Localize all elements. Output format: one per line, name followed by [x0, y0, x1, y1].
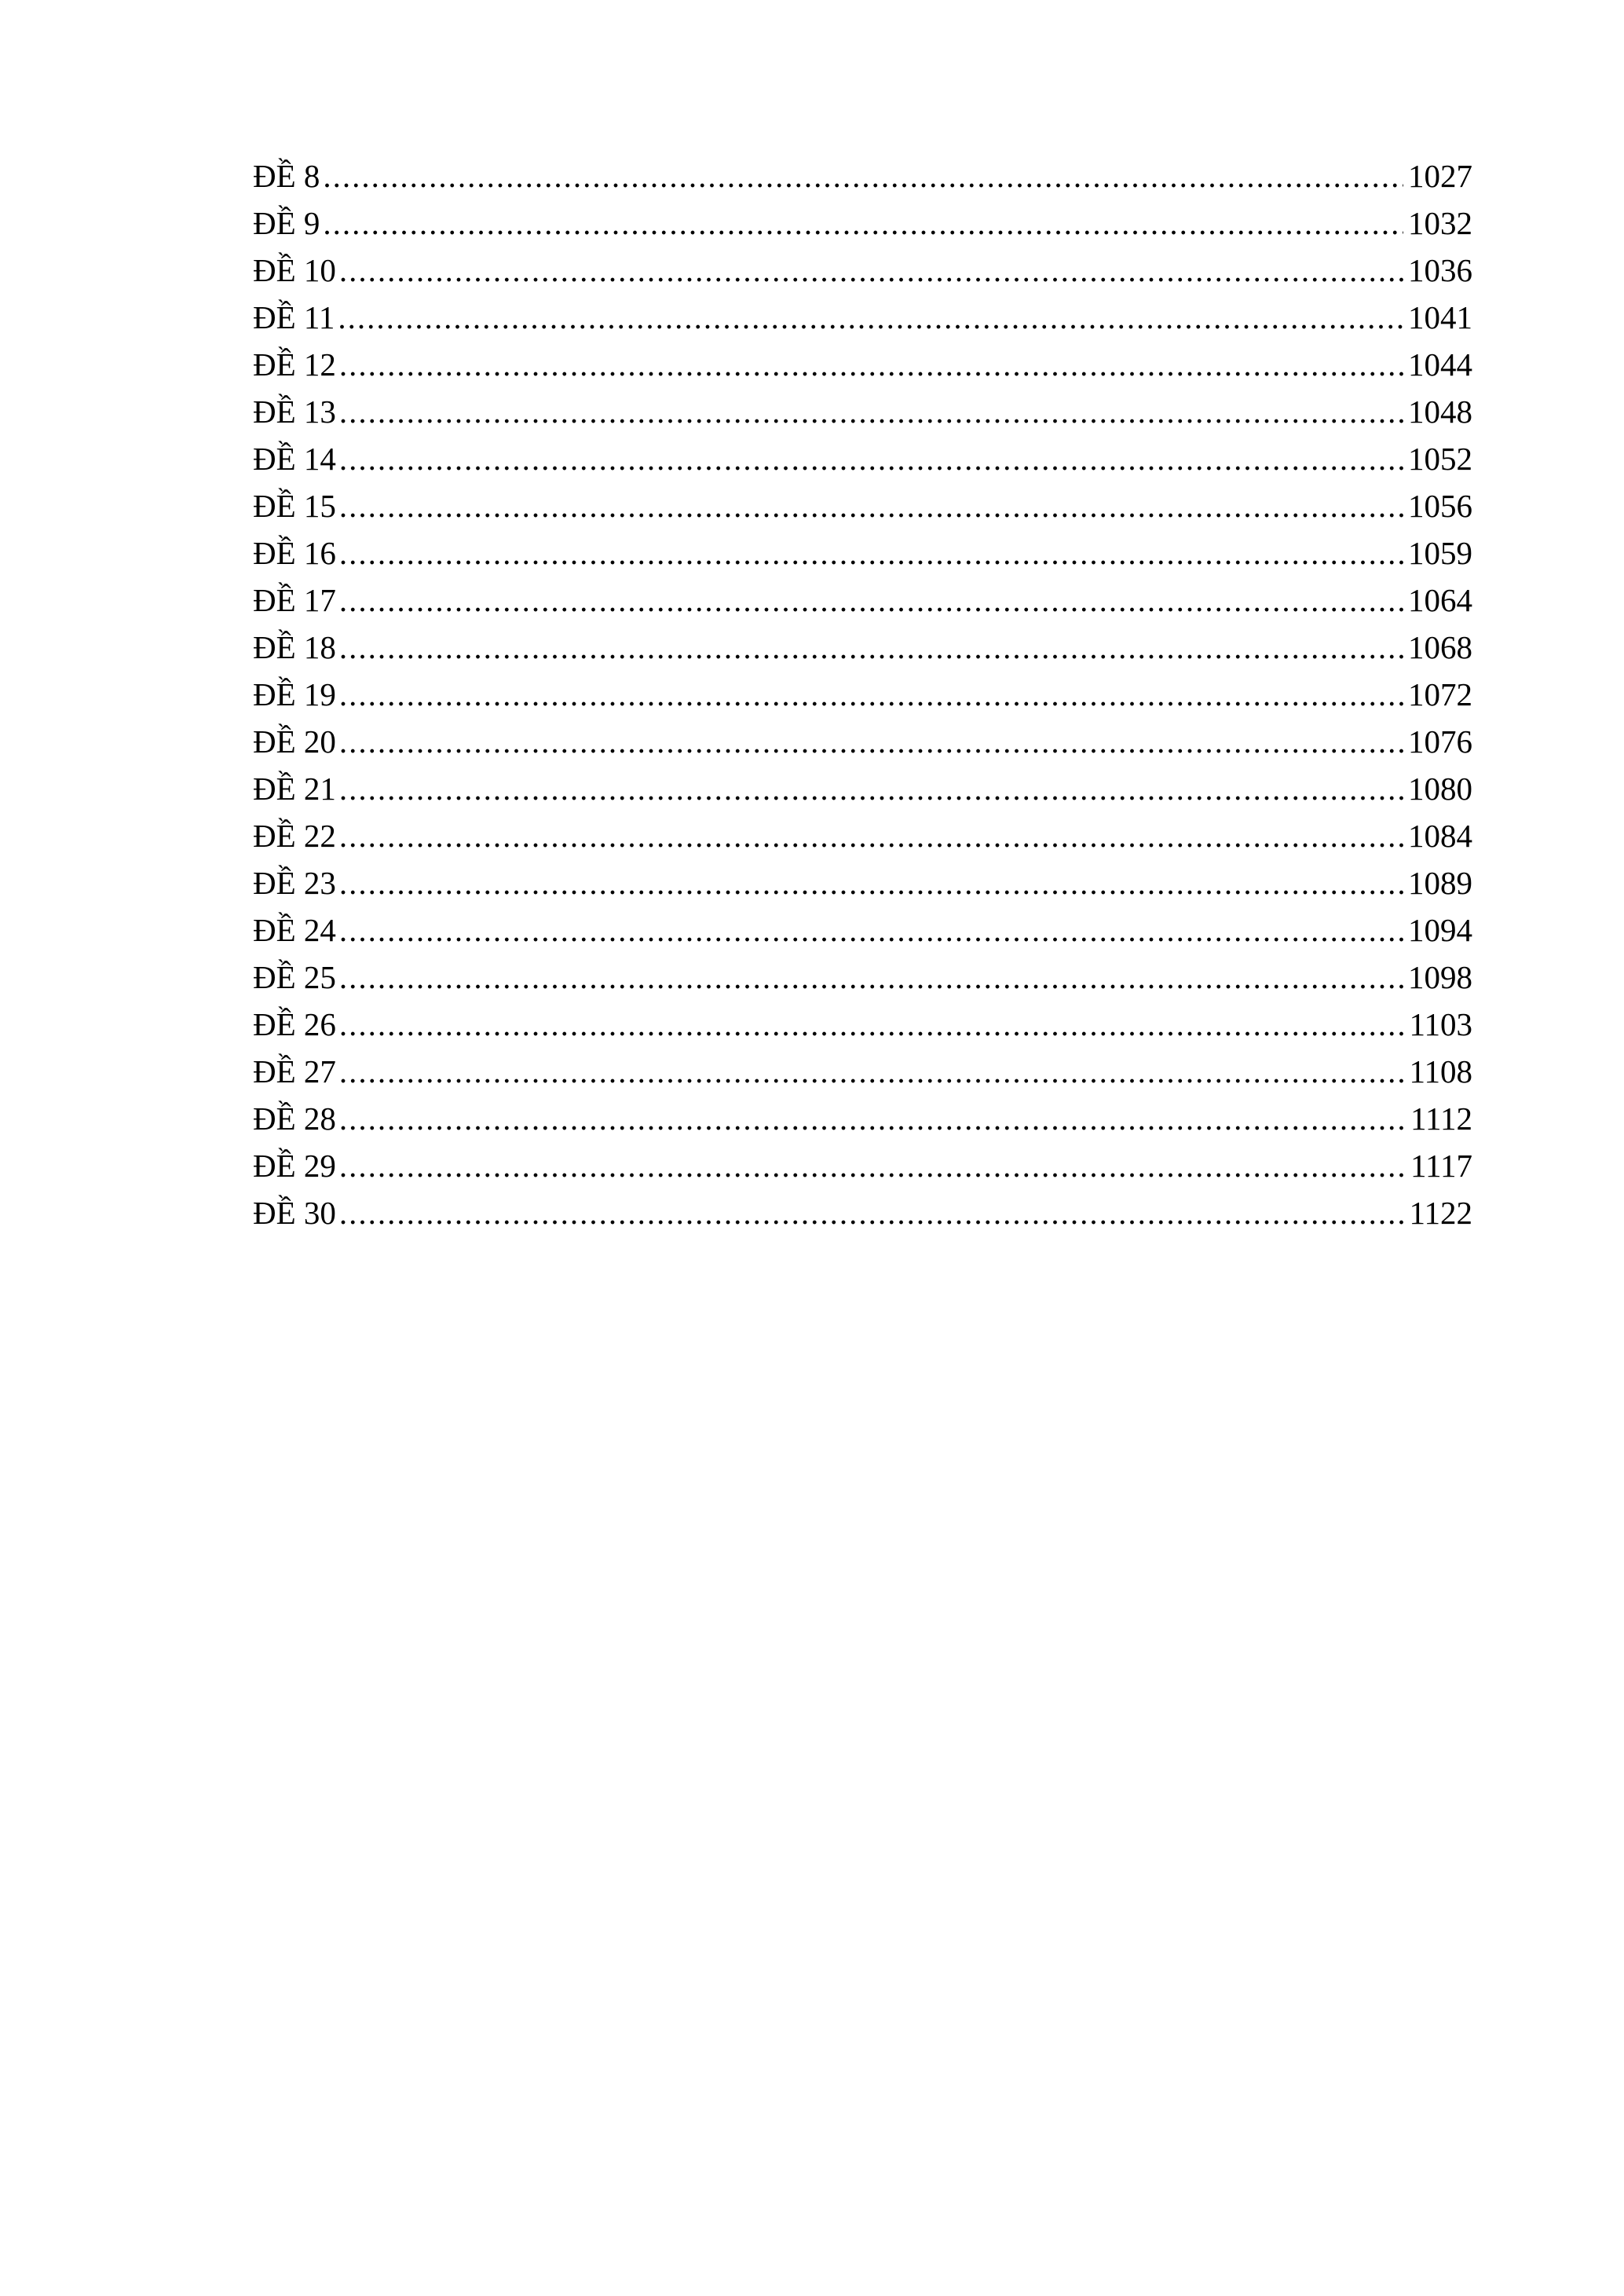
toc-entry-page: 1098: [1408, 959, 1472, 995]
toc-entry[interactable]: [253, 1142, 1472, 1189]
toc-entry-title: ĐỀ 27: [253, 1053, 336, 1089]
toc-entry-title: ĐỀ 20: [253, 723, 336, 760]
toc-entry-page: 1084: [1408, 818, 1472, 854]
toc-entry[interactable]: [253, 341, 1472, 388]
toc-entry-title: ĐỀ 21: [253, 771, 336, 807]
toc-entry-title: ĐỀ 13: [253, 394, 336, 430]
toc-entry-page: 1112: [1410, 1100, 1472, 1137]
toc-entry-title: ĐỀ 23: [253, 865, 336, 901]
toc-dot-leader: [339, 341, 1403, 388]
toc-dot-leader: [323, 152, 1403, 200]
table-of-contents: [253, 152, 1472, 1236]
toc-entry[interactable]: [253, 1001, 1472, 1048]
toc-entry[interactable]: [253, 247, 1472, 294]
toc-entry-page: 1036: [1408, 252, 1472, 288]
toc-entry[interactable]: [253, 812, 1472, 859]
toc-entry-title: ĐỀ 16: [253, 535, 336, 571]
toc-entry[interactable]: [253, 624, 1472, 671]
toc-entry-page: 1080: [1408, 771, 1472, 807]
toc-entry[interactable]: [253, 435, 1472, 482]
toc-dot-leader: [338, 294, 1403, 341]
toc-entry-title: ĐỀ 26: [253, 1006, 336, 1042]
toc-dot-leader: [339, 859, 1403, 906]
toc-entry-title: ĐỀ 14: [253, 441, 336, 477]
toc-entry-page: 1122: [1409, 1195, 1472, 1231]
toc-entry-title: ĐỀ 10: [253, 252, 336, 288]
toc-dot-leader: [339, 765, 1403, 812]
toc-entry[interactable]: [253, 954, 1472, 1001]
toc-dot-leader: [339, 247, 1403, 294]
toc-dot-leader: [339, 1001, 1405, 1048]
toc-entry-title: ĐỀ 11: [253, 299, 335, 335]
toc-entry-title: ĐỀ 29: [253, 1148, 336, 1184]
toc-dot-leader: [339, 482, 1403, 529]
toc-dot-leader: [323, 200, 1403, 247]
toc-entry-page: 1041: [1408, 299, 1472, 335]
toc-entry-page: 1072: [1408, 676, 1472, 712]
toc-dot-leader: [339, 812, 1403, 859]
toc-entry-page: 1044: [1408, 346, 1472, 383]
toc-entry-page: 1076: [1408, 723, 1472, 760]
toc-entry[interactable]: [253, 1048, 1472, 1095]
toc-dot-leader: [339, 1048, 1405, 1095]
toc-entry-page: 1068: [1408, 629, 1472, 665]
toc-entry-title: ĐỀ 28: [253, 1100, 336, 1137]
toc-entry-title: ĐỀ 24: [253, 912, 336, 948]
toc-entry-page: 1027: [1408, 158, 1472, 194]
toc-entry-title: ĐỀ 17: [253, 582, 336, 618]
toc-dot-leader: [339, 529, 1403, 577]
toc-entry[interactable]: [253, 765, 1472, 812]
toc-entry[interactable]: [253, 482, 1472, 529]
toc-entry[interactable]: [253, 906, 1472, 954]
toc-entry-page: 1089: [1408, 865, 1472, 901]
toc-dot-leader: [339, 1142, 1406, 1189]
toc-entry[interactable]: [253, 529, 1472, 577]
toc-entry-page: 1032: [1408, 205, 1472, 241]
toc-entry[interactable]: [253, 294, 1472, 341]
toc-entry-page: 1108: [1409, 1053, 1472, 1089]
toc-entry-page: 1052: [1408, 441, 1472, 477]
toc-dot-leader: [339, 577, 1403, 624]
toc-entry-title: ĐỀ 15: [253, 488, 336, 524]
toc-entry-page: 1117: [1410, 1148, 1472, 1184]
toc-entry[interactable]: [253, 718, 1472, 765]
toc-entry-title: ĐỀ 19: [253, 676, 336, 712]
toc-entry-title: ĐỀ 18: [253, 629, 336, 665]
toc-dot-leader: [339, 718, 1403, 765]
toc-dot-leader: [339, 1189, 1405, 1236]
toc-dot-leader: [339, 388, 1403, 435]
toc-entry-title: ĐỀ 9: [253, 205, 320, 241]
toc-entry-title: ĐỀ 22: [253, 818, 336, 854]
toc-entry-title: ĐỀ 8: [253, 158, 320, 194]
toc-entry-page: 1103: [1409, 1006, 1472, 1042]
toc-entry-page: 1048: [1408, 394, 1472, 430]
toc-entry[interactable]: [253, 200, 1472, 247]
toc-dot-leader: [339, 1095, 1406, 1142]
toc-entry[interactable]: [253, 577, 1472, 624]
toc-entry[interactable]: [253, 388, 1472, 435]
toc-entry-page: 1059: [1408, 535, 1472, 571]
toc-entry[interactable]: [253, 671, 1472, 718]
toc-entry-page: 1094: [1408, 912, 1472, 948]
toc-entry-title: ĐỀ 30: [253, 1195, 336, 1231]
toc-dot-leader: [339, 624, 1403, 671]
toc-entry[interactable]: [253, 1095, 1472, 1142]
toc-dot-leader: [339, 906, 1403, 954]
toc-entry[interactable]: [253, 1189, 1472, 1236]
toc-dot-leader: [339, 954, 1403, 1001]
toc-entry[interactable]: [253, 859, 1472, 906]
toc-entry[interactable]: [253, 152, 1472, 200]
toc-dot-leader: [339, 435, 1403, 482]
toc-entry-title: ĐỀ 12: [253, 346, 336, 383]
toc-dot-leader: [339, 671, 1403, 718]
toc-entry-page: 1064: [1408, 582, 1472, 618]
toc-entry-page: 1056: [1408, 488, 1472, 524]
toc-entry-title: ĐỀ 25: [253, 959, 336, 995]
